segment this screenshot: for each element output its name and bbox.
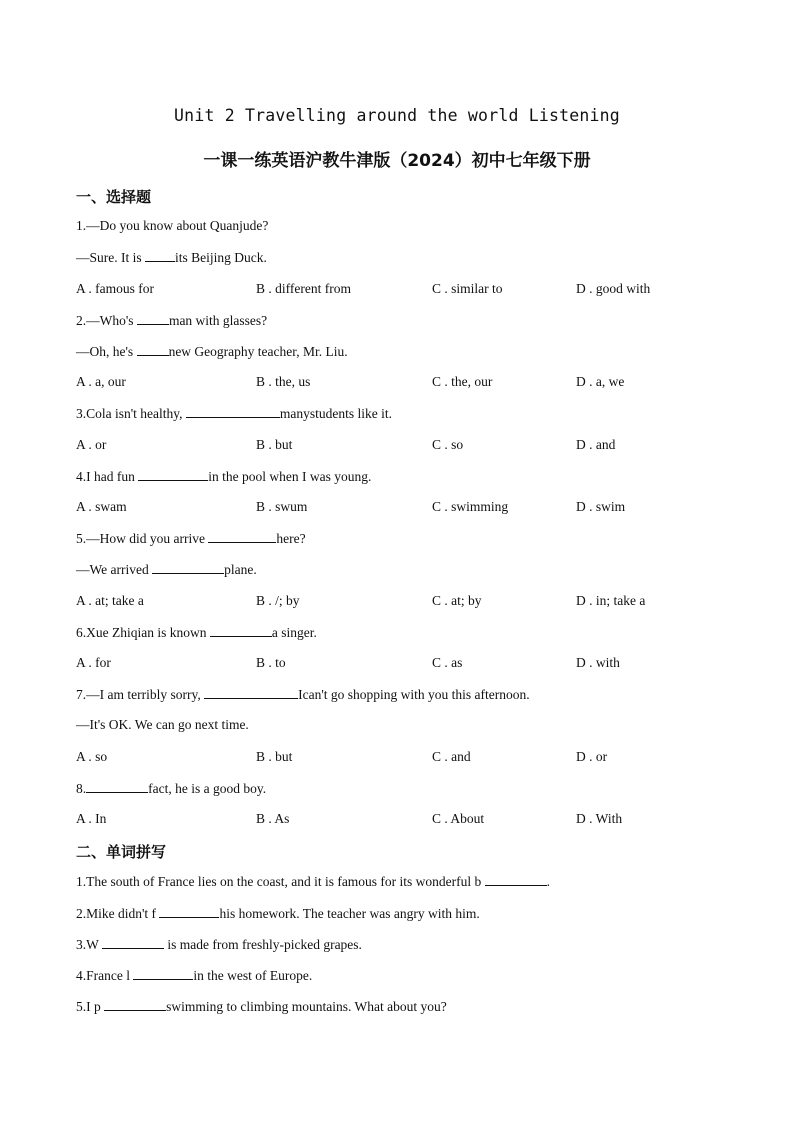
question-4-text: 4.I had fun in the pool when I was young. [76, 469, 372, 484]
question-2-text: 2.—Who's man with glasses? [76, 313, 268, 328]
question-5-text: 5.—How did you arrive here? [76, 531, 306, 546]
answer-blank[interactable] [138, 468, 208, 481]
option-d[interactable]: D . swim [576, 499, 626, 514]
answer-blank[interactable] [104, 998, 166, 1011]
question-2-options [76, 374, 716, 394]
answer-blank[interactable] [485, 873, 547, 886]
question-4-options [76, 499, 716, 519]
question-6-text: 6.Xue Zhiqian is known a singer. [76, 625, 317, 640]
answer-blank[interactable] [208, 530, 276, 543]
answer-blank[interactable] [133, 967, 193, 980]
answer-blank[interactable] [210, 624, 272, 637]
option-c[interactable]: C . similar to [432, 281, 503, 296]
question-8-options [76, 811, 716, 831]
question-1-answer-line: —Sure. It is its Beijing Duck. [76, 250, 267, 265]
option-c[interactable]: C . the, our [432, 374, 493, 389]
option-a[interactable]: A . In [76, 811, 107, 826]
option-a[interactable]: A . or [76, 437, 107, 452]
question-1-text: 1.—Do you know about Quanjude? [76, 218, 269, 233]
section-heading-multiple-choice: 一、选择题 [76, 188, 152, 206]
option-d[interactable]: D . with [576, 655, 620, 670]
question-7-options [76, 749, 716, 769]
question-7-answer-line: —It's OK. We can go next time. [76, 717, 249, 732]
answer-blank[interactable] [137, 312, 169, 325]
option-d[interactable]: D . a, we [576, 374, 625, 389]
worksheet-title: Unit 2 Travelling around the world Listening [174, 106, 620, 125]
question-3-options [76, 437, 716, 457]
section-heading-spelling: 二、单词拼写 [76, 843, 167, 861]
option-d[interactable]: D . and [576, 437, 616, 452]
worksheet-subtitle: 一课一练英语沪教牛津版（2024）初中七年级下册 [203, 151, 591, 171]
question-2-answer-line: —Oh, he's new Geography teacher, Mr. Liu. [76, 344, 348, 359]
option-a[interactable]: A . famous for [76, 281, 154, 296]
spelling-2: 2.Mike didn't f his homework. The teacher was angry with him. [76, 906, 480, 921]
answer-blank[interactable] [159, 905, 219, 918]
option-b[interactable]: B . but [256, 749, 293, 764]
answer-blank[interactable] [102, 936, 164, 949]
question-8-text: 8. fact, he is a good boy. [76, 781, 267, 796]
option-b[interactable]: B . different from [256, 281, 351, 296]
option-a[interactable]: A . so [76, 749, 108, 764]
answer-blank[interactable] [204, 686, 298, 699]
option-c[interactable]: C . and [432, 749, 471, 764]
option-c[interactable]: C . swimming [432, 499, 509, 514]
question-5-options [76, 593, 716, 613]
answer-blank[interactable] [145, 249, 175, 262]
option-b[interactable]: B . swum [256, 499, 308, 514]
answer-blank[interactable] [137, 343, 169, 356]
option-a[interactable]: A . for [76, 655, 111, 670]
question-1-options [76, 281, 716, 301]
option-b[interactable]: B . but [256, 437, 293, 452]
spelling-4: 4.France l in the west of Europe. [76, 968, 313, 983]
option-d[interactable]: D . good with [576, 281, 651, 296]
option-b[interactable]: B . /; by [256, 593, 300, 608]
option-c[interactable]: C . at; by [432, 593, 482, 608]
option-a[interactable]: A . swam [76, 499, 127, 514]
spelling-1: 1.The south of France lies on the coast, and it is famous for its wonderful b . [76, 874, 551, 889]
question-5-answer-line: —We arrived plane. [76, 562, 257, 577]
option-b[interactable]: B . the, us [256, 374, 311, 389]
answer-blank[interactable] [186, 405, 280, 418]
option-d[interactable]: D . With [576, 811, 623, 826]
option-d[interactable]: D . in; take a [576, 593, 646, 608]
question-6-options [76, 655, 716, 675]
option-a[interactable]: A . at; take a [76, 593, 144, 608]
question-7-text: 7.—I am terribly sorry, Ican't go shopping with you this afternoon. [76, 687, 530, 702]
option-d[interactable]: D . or [576, 749, 608, 764]
option-c[interactable]: C . so [432, 437, 464, 452]
option-c[interactable]: C . About [432, 811, 485, 826]
answer-blank[interactable] [152, 561, 224, 574]
option-a[interactable]: A . a, our [76, 374, 126, 389]
option-c[interactable]: C . as [432, 655, 463, 670]
option-b[interactable]: B . As [256, 811, 290, 826]
option-b[interactable]: B . to [256, 655, 286, 670]
spelling-5: 5.I p swimming to climbing mountains. What about you? [76, 999, 447, 1014]
spelling-3: 3.W is made from freshly-picked grapes. [76, 937, 362, 952]
question-3-text: 3.Cola isn't healthy, manystudents like it. [76, 406, 393, 421]
answer-blank[interactable] [86, 780, 148, 793]
